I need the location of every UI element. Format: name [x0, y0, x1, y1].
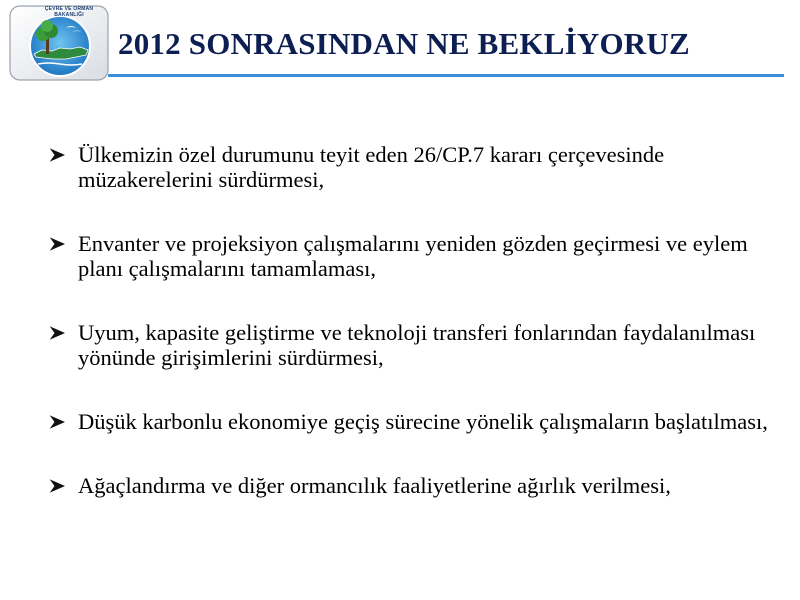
logo-caption: ÇEVRE VE ORMAN BAKANLIĞI: [44, 6, 94, 18]
arrow-bullet-icon: [48, 325, 66, 341]
list-item-text: Envanter ve projeksiyon çalışmalarını yeniden gözden geçirmesi ve eylem planı çalışmalarını tamamlaması,: [78, 231, 748, 281]
ministry-logo: [8, 4, 112, 84]
list-item: [48, 231, 788, 281]
title-divider: [108, 74, 784, 77]
list-item: [48, 320, 788, 370]
list-item-text: Uyum, kapasite geliştirme ve teknoloji transferi fonlarından faydalanılması yönünde girişimlerini sürdürmesi,: [78, 320, 756, 370]
list-item-text: Ağaçlandırma ve diğer ormancılık faaliyetlerine ağırlık verilmesi,: [78, 473, 671, 498]
bullet-list: [48, 142, 788, 537]
list-item: [48, 409, 788, 434]
list-item: [48, 142, 788, 192]
arrow-bullet-icon: [48, 414, 66, 430]
page-title: 2012 SONRASINDAN NE BEKLİYORUZ: [118, 26, 690, 61]
list-item-text: Düşük karbonlu ekonomiye geçiş sürecine yönelik çalışmaların başlatılması,: [78, 409, 768, 434]
arrow-bullet-icon: [48, 236, 66, 252]
list-item-text: Ülkemizin özel durumunu teyit eden 26/CP.7 kararı çerçevesinde müzakerelerini sürdürmesi,: [78, 142, 665, 192]
list-item: [48, 473, 788, 498]
arrow-bullet-icon: [48, 147, 66, 163]
arrow-bullet-icon: [48, 478, 66, 494]
